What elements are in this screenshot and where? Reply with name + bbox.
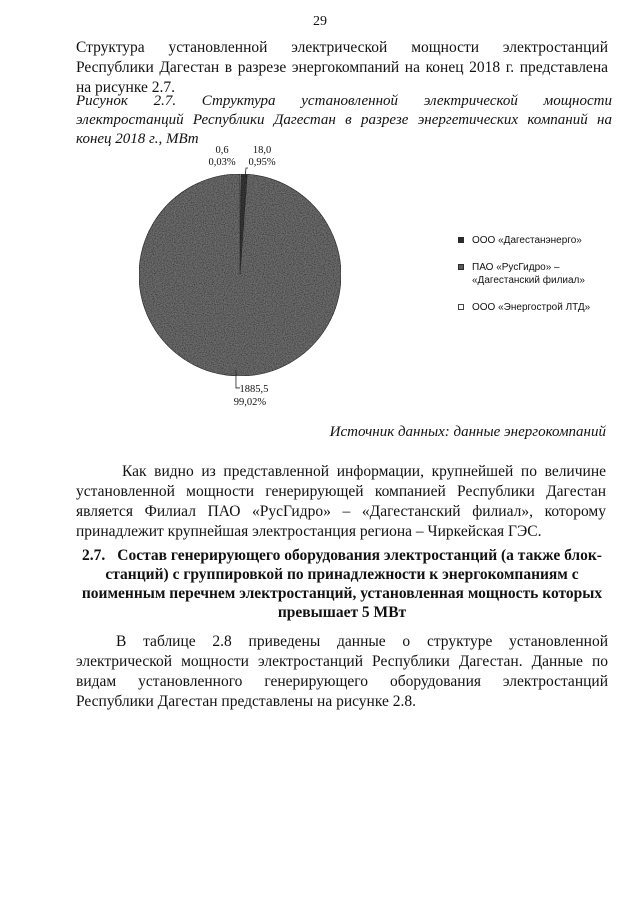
section-number: 2.7.: [82, 547, 106, 564]
data-label: 0,03%: [208, 157, 236, 168]
conclusion-paragraph: Как видно из представленной информации, крупнейшей по величине установленной мощности генерирующей компанией Республики Дагестан является Филиал ПАО «РусГидро» – «Дагестанский филиал», которому принадлежит крупнейшая электростанция региона – Чиркейская ГЭС.: [76, 463, 606, 540]
data-label: 1885,5: [239, 383, 269, 395]
legend-label: ООО «Энергострой ЛТД»: [472, 302, 591, 313]
page-number: 29: [313, 14, 327, 29]
legend-item: [458, 234, 628, 247]
source-note: Источник данных: данные энергокомпаний: [329, 424, 606, 440]
legend-swatch: [458, 304, 464, 310]
legend-label: ПАО «РусГидро» – «Дагестанский филиал»: [472, 262, 585, 286]
legend-item: [458, 261, 628, 287]
legend-swatch: [458, 264, 464, 270]
section-title: Состав генерирующего оборудования электростанций (а также блок-станций) с группировкой по принадлежности к энергокомпаниям с поименным перечнем электростанций, установленная мощность которых превышает 5 МВт: [81, 547, 603, 621]
data-label: 0,6: [215, 145, 229, 156]
legend-label: ООО «Дагестанэнерго»: [472, 235, 582, 246]
legend-swatch: [458, 237, 464, 243]
pie-slice: [139, 174, 341, 376]
figure-caption: Рисунок 2.7. Структура установленной электрической мощности электростанций Республики Дагестан в разрезе энергетических компаний на конец 2018 г., МВт: [76, 93, 612, 147]
table-intro-paragraph: В таблице 2.8 приведены данные о структуре установленной электрической мощности электростанций Республики Дагестан. Данные по видам установленного генерирующего оборудования электростанций Республики Дагестан представлены на рисунке 2.8.: [76, 633, 608, 710]
legend-item: [458, 301, 628, 314]
data-label: 99,02%: [233, 396, 267, 408]
section-heading: [76, 546, 608, 622]
data-label: 18,0: [252, 145, 272, 156]
chart-legend: [458, 234, 628, 328]
data-label: 0,95%: [248, 157, 276, 168]
intro-paragraph: Структура установленной электрической мощности электростанций Республики Дагестан в разрезе энергокомпаний на конец 2018 г. представлена на рисунке 2.7.: [76, 39, 608, 96]
pie-chart: [130, 140, 360, 410]
